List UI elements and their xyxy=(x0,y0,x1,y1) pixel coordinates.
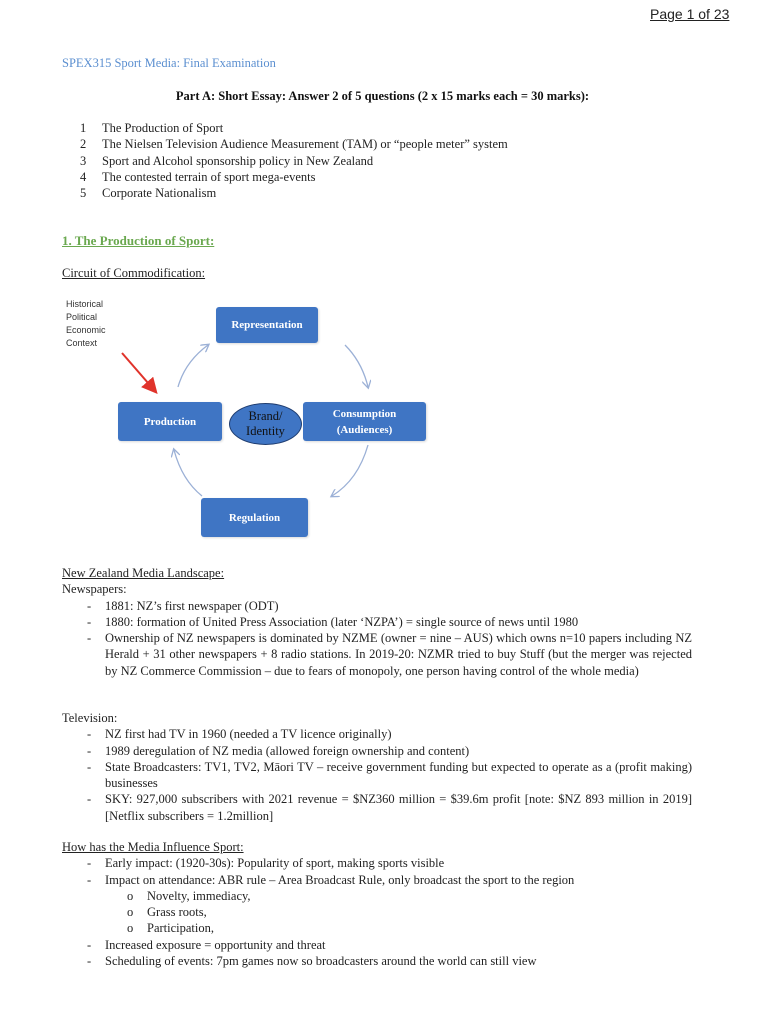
newspapers-label: Newspapers: xyxy=(62,582,127,597)
influence-list-continued xyxy=(62,937,702,970)
influence-heading: How has the Media Influence Sport: xyxy=(62,840,244,854)
list-item: - Early impact: (1920-30s): Popularity of sport, making sports visible xyxy=(62,855,702,871)
circuit-heading: Circuit of Commodification: xyxy=(62,266,206,280)
sub-list-item: o Participation, xyxy=(62,920,702,936)
sub-list-item: o Grass roots, xyxy=(62,904,702,920)
list-item: - State Broadcasters: TV1, TV2, Māori TV – receive government funding but expected to operate as a (profit making) businesses xyxy=(62,759,692,792)
brand-identity-node: Brand/ Identity xyxy=(229,403,302,445)
television-label: Television: xyxy=(62,711,118,725)
list-item: - Impact on attendance: ABR rule – Area Broadcast Rule, only broadcast the sport to the region xyxy=(62,872,702,888)
context-arrow xyxy=(122,353,155,391)
television-section xyxy=(62,710,692,824)
influence-sublist xyxy=(62,888,702,937)
consumption-box: Consumption (Audiences) xyxy=(303,402,426,441)
production-box: Production xyxy=(118,402,222,441)
list-item: - Ownership of NZ newspapers is dominated by NZME (owner = nine – AUS) which owns n=10 papers including NZ Herald + 31 other newspapers + 8 radio stations. In 2019-20: NZMR tried to buy Stuff (but the merger was rejected by NZ Commerce Commission – due to fears of monopoly, one person having control of the whole media) xyxy=(62,630,692,679)
list-item: - 1989 deregulation of NZ media (allowed foreign ownership and content) xyxy=(62,743,692,759)
influence-list xyxy=(62,855,702,888)
context-label: Historical Political Economic Context xyxy=(66,299,106,348)
page-number: Page 1 of 23 xyxy=(650,6,730,22)
question-list xyxy=(80,120,508,201)
question-item: 1 The Production of Sport xyxy=(80,121,224,135)
arrow-production-to-representation xyxy=(178,345,208,387)
question-item: 4 The contested terrain of sport mega-events xyxy=(80,169,316,184)
question-item: 2 The Nielsen Television Audience Measurement (TAM) or “people meter” system xyxy=(80,137,508,152)
list-item: - Increased exposure = opportunity and threat xyxy=(62,937,702,953)
part-a-heading: Part A: Short Essay: Answer 2 of 5 questions (2 x 15 marks each = 30 marks): xyxy=(175,89,590,103)
question-item: 5 Corporate Nationalism xyxy=(80,186,217,201)
regulation-box: Regulation xyxy=(201,498,308,537)
list-item: - Scheduling of events: 7pm games now so broadcasters around the world can still view xyxy=(62,953,702,969)
landscape-heading: New Zealand Media Landscape: xyxy=(62,566,225,580)
list-item: - SKY: 927,000 subscribers with 2021 revenue = $NZ360 million = $39.6m profit [note: $NZ 893 million in 2019] [Netflix subscribers = 1.2million] xyxy=(62,791,692,824)
sub-list-item: o Novelty, immediacy, xyxy=(62,888,702,904)
list-item: - 1880: formation of United Press Association (later ‘NZPA’) = single source of news until 1980 xyxy=(62,614,692,630)
media-landscape-section xyxy=(62,565,692,679)
television-list xyxy=(62,726,692,824)
section-title: 1. The Production of Sport: xyxy=(62,233,215,248)
arrow-representation-to-consumption xyxy=(345,345,368,387)
arrow-regulation-to-production xyxy=(174,450,202,496)
question-item: 3 Sport and Alcohol sponsorship policy in New Zealand xyxy=(80,153,374,168)
representation-box: Representation xyxy=(216,307,318,343)
list-item: - NZ first had TV in 1960 (needed a TV licence originally) xyxy=(62,726,692,742)
course-title: SPEX315 Sport Media: Final Examination xyxy=(62,56,276,70)
newspapers-list xyxy=(62,598,692,679)
arrow-consumption-to-regulation xyxy=(332,445,368,496)
influence-section xyxy=(62,839,702,969)
list-item: - 1881: NZ’s first newspaper (ODT) xyxy=(62,598,692,614)
